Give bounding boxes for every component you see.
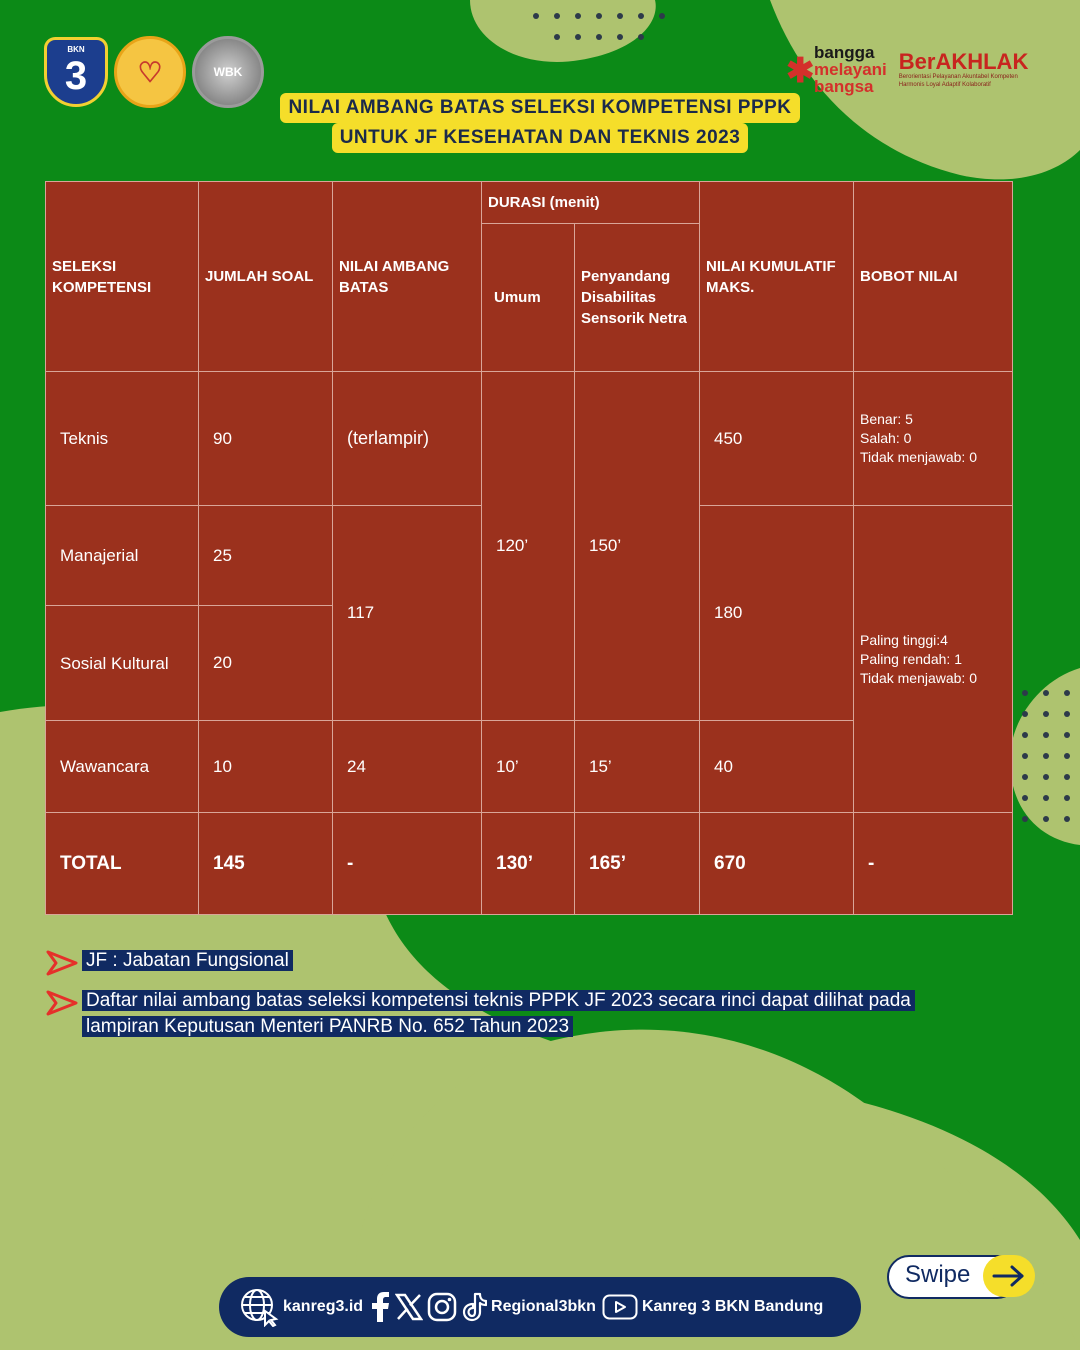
bobot-benar: Benar: 5 — [860, 411, 913, 427]
row-total-bobot: - — [854, 813, 1013, 915]
footer-bar — [219, 1277, 861, 1337]
title-line-2: UNTUK JF KESEHATAN DAN TEKNIS 2023 — [332, 123, 749, 153]
header-seleksi-kompetensi: SELEKSI KOMPETENSI — [46, 182, 199, 372]
x-icon[interactable] — [395, 1293, 423, 1321]
instagram-icon[interactable] — [427, 1292, 457, 1322]
facebook-icon[interactable] — [369, 1292, 391, 1322]
header-durasi-umum: Umum — [482, 224, 575, 372]
heart-badge-logo: ♡ — [114, 36, 186, 108]
row-mss-bobot — [854, 506, 1013, 813]
row-teknis-jumlah: 90 — [199, 372, 333, 506]
wbk-seal-text: WBK — [213, 65, 243, 79]
row-total-jumlah: 145 — [199, 813, 333, 915]
swipe-button[interactable] — [887, 1255, 1037, 1297]
row-wawancara-umum: 10’ — [482, 721, 575, 813]
row-wawancara-name: Wawancara — [46, 721, 199, 813]
arrow-right-outline-icon — [46, 990, 78, 1016]
bkn-logo-number: 3 — [64, 54, 88, 98]
bobot-paling-tinggi: Paling tinggi:4 — [860, 631, 948, 648]
bobot-salah: Salah: 0 — [860, 430, 912, 446]
row-wawancara-disabilitas: 15’ — [575, 721, 700, 813]
footer-youtube[interactable]: Kanreg 3 BKN Bandung — [641, 1298, 824, 1315]
note-item — [46, 948, 1006, 976]
footer-website[interactable]: kanreg3.id — [283, 1298, 364, 1315]
berakhlak-tagline: Berorientasi Pelayanan Akuntabel Kompeten Harmonis Loyal Adaptif Kolaboratif — [898, 73, 1018, 88]
row-wawancara-kumulatif: 40 — [700, 721, 854, 813]
row-total-name: TOTAL — [46, 813, 199, 915]
row-teknis-kumulatif: 450 — [700, 372, 854, 506]
notes-section — [46, 948, 1006, 1052]
bobot-tidak-menjawab: Tidak menjawab: 0 — [860, 449, 977, 465]
web-globe-icon[interactable] — [239, 1287, 279, 1327]
bobot-mss-tidak-menjawab: Tidak menjawab: 0 — [860, 669, 977, 686]
title-line-1: NILAI AMBANG BATAS SELEKSI KOMPETENSI PPPK — [280, 93, 799, 123]
row-total-ambang: - — [333, 813, 482, 915]
row-total-kumulatif: 670 — [700, 813, 854, 915]
brand-logos — [786, 44, 1039, 95]
arrow-right-outline-icon — [46, 950, 78, 976]
header-durasi-disabilitas: Penyandang Disabilitas Sensorik Netra — [575, 224, 700, 372]
header-nilai-ambang-batas: NILAI AMBANG BATAS — [333, 182, 482, 372]
row-wawancara-ambang: 24 — [333, 721, 482, 813]
bangga-line-1: bangga — [814, 43, 875, 62]
row-wawancara-jumlah: 10 — [199, 721, 333, 813]
row-teknis-ambang: (terlampir) — [333, 372, 482, 506]
threshold-table — [45, 181, 1013, 915]
header-durasi: DURASI (menit) — [482, 182, 700, 224]
note-jf-text: JF : Jabatan Fungsional — [82, 950, 293, 971]
bangga-melayani-bangsa-logo — [786, 44, 887, 95]
footer-social-handle[interactable]: Regional3bkn — [491, 1298, 596, 1315]
row-teknis-bobot — [854, 372, 1013, 506]
header-nilai-kumulatif: NILAI KUMULATIF MAKS. — [700, 182, 854, 372]
row-total-umum: 130’ — [482, 813, 575, 915]
youtube-icon[interactable] — [602, 1294, 638, 1320]
row-teknis-name: Teknis — [46, 372, 199, 506]
bangga-line-2: melayani — [814, 60, 887, 79]
bangga-star-icon: ✱ — [786, 52, 815, 90]
bangga-line-3: bangsa — [814, 77, 874, 96]
page-title — [0, 93, 1080, 153]
durasi-disabilitas-main: 150’ — [575, 372, 700, 721]
tiktok-icon[interactable] — [461, 1292, 487, 1322]
bobot-paling-rendah: Paling rendah: 1 — [860, 650, 962, 667]
row-mss-kumulatif: 180 — [700, 506, 854, 721]
swipe-label: Swipe — [905, 1261, 971, 1288]
row-sosial-name: Sosial Kultural — [46, 606, 199, 721]
row-sosial-jumlah: 20 — [199, 606, 333, 721]
header-bobot-nilai: BOBOT NILAI — [854, 182, 1013, 372]
row-manajerial-jumlah: 25 — [199, 506, 333, 606]
bkn-regional-3-logo: BKN 3 — [44, 37, 108, 107]
berakhlak-wordmark: BerAKHLAK — [898, 48, 1029, 74]
arrow-right-icon — [992, 1264, 1026, 1288]
durasi-umum-main: 120’ — [482, 372, 575, 721]
note-daftar-text: Daftar nilai ambang batas seleksi kompetensi teknis PPPK JF 2023 secara rinci dapat dilihat pada lampiran Keputusan Menteri PANRB No. 652 Tahun 2023 — [82, 990, 915, 1037]
swipe-arrow-button[interactable] — [983, 1255, 1035, 1297]
header-jumlah-soal: JUMLAH SOAL — [199, 182, 333, 372]
note-item — [46, 988, 1006, 1040]
row-manajerial-name: Manajerial — [46, 506, 199, 606]
row-mss-ambang: 117 — [333, 506, 482, 721]
row-total-disabilitas: 165’ — [575, 813, 700, 915]
berakhlak-logo — [898, 48, 1039, 89]
